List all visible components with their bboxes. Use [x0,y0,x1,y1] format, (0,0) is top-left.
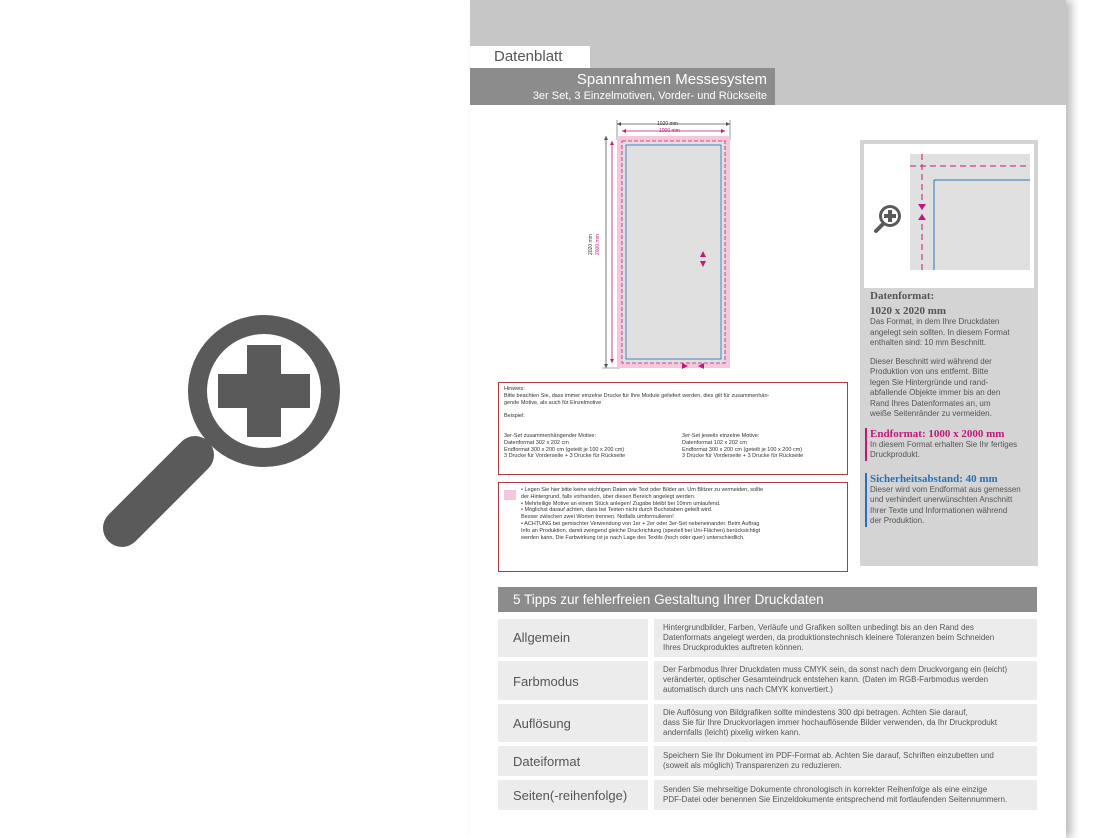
example-line: 3 Drucke für Vorderseite + 3 Drucke für Rückseite [504,453,626,460]
legend-line: Besser zwischen zwei Worten trennen. Notfalls umformulieren! [521,514,674,521]
example-line: Datenformat 102 x 202 cm [682,439,747,446]
legend-line: werden kann. Die Farbwirkung ist je nach Lage des Textils (hoch oder quer) unterschiedlich. [521,534,745,541]
sicherheit-label: Sicherheitsabstand: 40 mm [870,472,998,485]
tip-text-line: PDF-Datei oder benennen Sie Einzeldokumente entsprechend mit fortlaufenden Seitennummern. [663,795,1008,804]
tip-text-line: Hintergrundbilder, Farben, Verläufe und Grafiken sollten unbedingt bis an den Rand des [663,623,974,632]
title-box [470,68,775,105]
beschnitt-text: weiße Seitenränder zu vermeiden. [870,409,992,418]
tip-label: Dateiformat [513,754,581,769]
beschnitt-text: Produktion von uns entfernt. Bitte [870,367,989,376]
datenformat-text: angelegt sein sollten. In diesem Format [870,327,1010,337]
zoom-in-icon[interactable] [100,285,370,555]
corner-detail [864,144,1034,288]
product-subtitle: 3er Set, 3 Einzelmotiven, Vorder- und Rückseite [532,90,767,102]
datasheet-tab: Datenblatt [470,46,590,68]
example-line: 3 Drucke für Vorderseite + 3 Drucke für Rückseite [682,453,804,460]
tip-row [498,704,1037,742]
tip-text [663,785,1033,805]
datenformat-value: 1020 x 2020 mm [870,305,947,317]
tip-row [498,746,1037,776]
datenformat-text: Das Format, in dem Ihre Druckdaten [870,317,1000,326]
legend-line: der Hintergrund, falls vorhanden, über diesen Bereich angelegt werden. [521,493,696,500]
tip-label: Auflösung [513,716,571,731]
example-line: Endformat 300 x 200 cm (geteilt je 100 x 200 cm) [504,446,625,453]
height-outer-label: 2020 mm [588,234,594,255]
tip-text [663,751,1033,771]
tips-header: 5 Tipps zur fehlerfreien Gestaltung Ihrer Druckdaten [498,587,1037,612]
datenformat-label: Datenformat: [870,290,935,302]
legend-line: • Möglichst darauf achten, dass bei Texten nicht durch Buchstaben geteilt wird. [521,507,713,514]
example-line: Datenformat 302 x 202 cm [504,439,569,446]
beschnitt-text: legen Sie Hintergründe und rand- [870,377,989,387]
tip-text [663,665,1033,695]
legend-line: • Mehrteilige Motive an einem Stück anlegen! Zugabe bleibt bei 10mm umlaufend. [521,500,721,507]
datenformat-text: enthalten sind: 10 mm Beschnitt. [870,338,987,347]
tip-text [663,708,1033,738]
tip-text-line: Die Auflösung von Bildgrafiken sollte mindestens 300 dpi betragen. Achten Sie darauf, [663,708,968,717]
tip-text [663,623,1033,653]
tip-text-line: veränderter, optischer Gesamteindruck entstehen kann. (Daten im RGB-Farbmodus werden [663,675,989,684]
example-line: 3er-Set jeweils einzelne Motive: [682,433,760,439]
height-inner-label: 2000 mm [595,234,601,255]
endformat-text: Druckprodukt. [870,450,920,459]
hinweis-line: gende Motive, als auch für Einzelmotive [504,399,602,406]
legend-line: • ACHTUNG bei gemischter Verwendung von 1er + 2er oder 3er-Set nebeneinander. Beim Auftrag [521,520,760,527]
endformat-label: Endformat: 1000 x 2000 mm [870,427,1005,440]
hinweis-beispiel: Beispiel: [504,413,525,420]
beschnitt-text: abfallende Objekte immer bis an den [870,388,1001,397]
width-outer-label: 1020 mm [657,121,678,127]
tip-text-line: Senden Sie mehrseitige Dokumente chronologisch in korrekter Reihenfolge als eine einzige [663,785,988,794]
tip-label: Farbmodus [513,674,579,689]
tip-row [498,619,1037,657]
product-title: Spannrahmen Messesystem [576,71,767,88]
tip-text-line: Datenformats angelegt werden, da produktionstechnisch kleinere Toleranzen beim Schneiden [663,633,995,642]
beschnitt-text: Dieser Beschnitt wird während der [870,356,992,366]
tip-label: Allgemein [513,630,571,645]
bleed-swatch [504,490,516,500]
sicherheit-text: und verhindert unerwünschten Anschnitt [870,495,1013,504]
hinweis-line: Bitte beachten Sie, dass immer einzelne Drucke für Ihre Module geliefert werden, dies gilt für zusammenhän- [504,392,770,399]
tip-label: Seiten(-reihenfolge) [513,788,628,803]
zoom-in-icon [876,205,901,231]
format-info-panel [860,140,1038,566]
tip-text-line: Der Farbmodus Ihrer Druckdaten muss CMYK sein, da sonst nach dem Druckvorgang ein (leicht) [663,665,1008,674]
datasheet-page [470,0,1066,838]
tip-text-line: automatisch durch uns nach CMYK konvertiert.) [663,685,833,694]
beschnitt-text: Rand Ihres Datenformates an, um [870,398,991,408]
hinweis-box [498,382,848,475]
tip-text-line: Ihres Druckproduktes auftreten können. [663,643,804,652]
hinweis-title: Hinweis: [504,386,525,392]
tip-text-line: andernfalls (leicht) pixelig wirken kann. [663,728,801,737]
example-line: 3er-Set zusammenhängender Motive: [504,433,597,439]
sicherheit-text: Dieser wird vom Endformat aus gemessen [870,484,1021,494]
tip-text-line: (soweit als möglich) Transparenzen zu reduzieren. [663,761,842,770]
bleed-legend-box [498,482,848,572]
width-inner-label: 1000 mm [659,128,680,134]
example-line: Endformat 300 x 200 cm (geteilt je 100 x 200 cm) [682,446,803,453]
sicherheit-text: der Produktion. [870,516,925,525]
tip-text-line: dass Sie für Ihre Druckvorlagen immer hochauflösende Bilder verwenden, da Ihr Druckprodukt [663,718,997,727]
endformat-text: In diesem Format erhalten Sie Ihr fertiges [870,439,1018,449]
legend-line: Info an Produktion, damit zwingend gleiche Druckrichtung (speziell bei Uni-Flächen) berücksichtigt [521,527,761,534]
format-diagram [600,118,735,376]
tip-row [498,661,1037,700]
legend-line: • Legen Sie hier bitte keine wichtigen Daten wie Text oder Bilder an. Um Blitzer zu vermeiden, sollte [521,487,764,493]
tip-row [498,780,1037,810]
sicherheit-text: Ihrer Texte und Informationen während [870,505,1008,515]
tip-text-line: Speichern Sie Ihr Dokument im PDF-Format ab. Achten Sie darauf, Schriften einzubetten und [663,751,994,760]
